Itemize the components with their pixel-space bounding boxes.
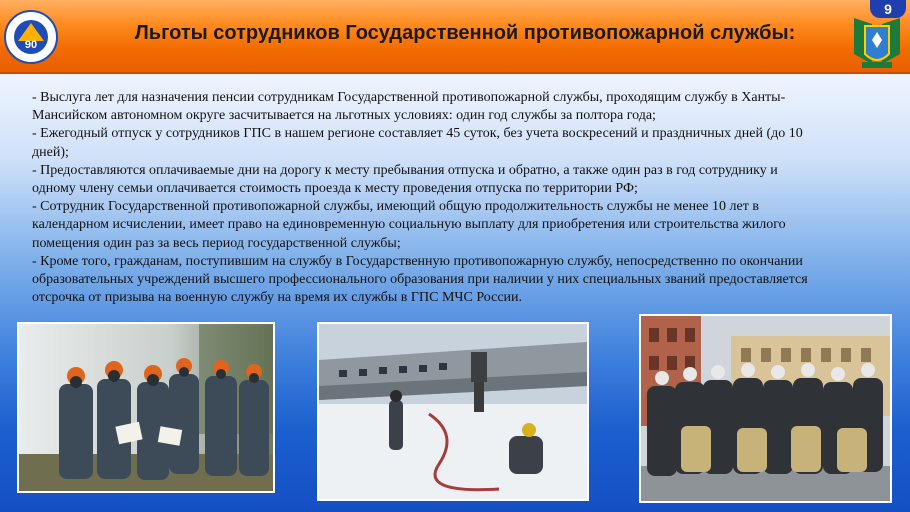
header-bar bbox=[0, 0, 910, 74]
benefit-paragraph: - Выслуга лет для назначения пенсии сотрудникам Государственной противопожарной службы, проходящим службу в Ханты-Мансийском автономном округе засчитывается на льготных условиях: один год службы за полтора года; bbox=[32, 90, 786, 124]
photo-aircraft-rescue bbox=[317, 322, 589, 501]
benefit-paragraph: - Кроме того, гражданам, поступившим на службу в Государственную противопожарную службу, непосредственно по окончании образовательных учреждений высшего профессионального образования при наличии у них специальных званий предоставляется отсрочка от призыва на военную службу на время их службы в ГПС МЧС России. bbox=[32, 253, 808, 306]
page-number-badge: 9 bbox=[870, 0, 906, 18]
benefit-paragraph: - Предоставляются оплачиваемые дни на дорогу к месту пребывания отпуска и обратно, а также один раз в год сотруднику и одному члену семьи оплачивается стоимость проезда к месту проведения отпуска по территории РФ; bbox=[32, 162, 778, 197]
photo-firefighter-team bbox=[639, 314, 892, 503]
benefits-text bbox=[32, 89, 822, 307]
svg-text:90: 90 bbox=[24, 39, 38, 51]
photo-gas-mask-training bbox=[17, 322, 275, 493]
coat-of-arms-icon bbox=[848, 14, 906, 70]
slide-title: Льготы сотрудников Государственной противопожарной службы: bbox=[134, 22, 796, 44]
benefit-paragraph: - Сотрудник Государственной противопожарной службы, имеющий общую продолжительность службы не менее 10 лет в календарном исчислении, имеет право на единовременную социальную выплату для приобретения или строительства жилого помещения один раз за весь период государственной службы; bbox=[32, 199, 786, 251]
civil-defense-logo-icon bbox=[4, 10, 58, 64]
benefit-paragraph: - Ежегодный отпуск у сотрудников ГПС в нашем регионе составляет 45 суток, без учета воскресений и праздничных дней (до 10 дней); bbox=[32, 126, 803, 160]
